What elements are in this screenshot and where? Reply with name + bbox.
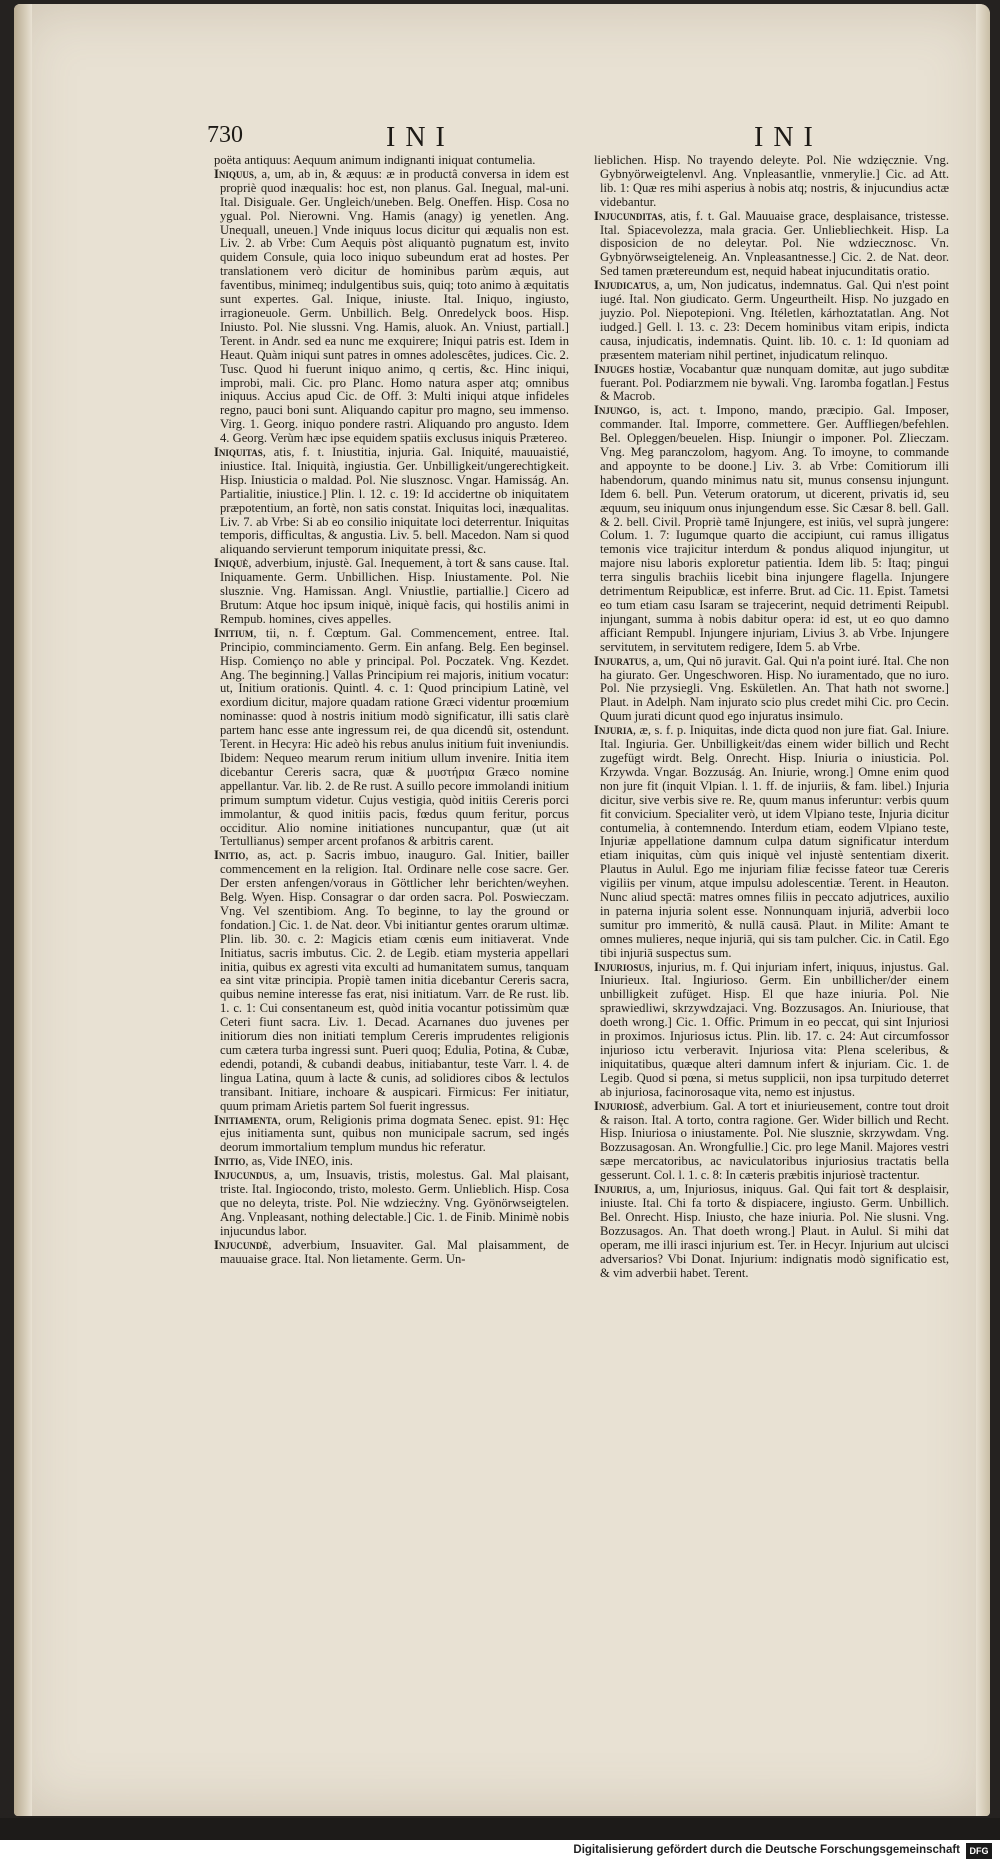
entry-lemma: Injucunditas [594, 208, 663, 223]
entry-lemma: Injungo [594, 403, 637, 418]
entry-text: , orum, Religionis prima dogmata Senec. epist. 91: Hęc ejus initiamenta sunt, quibus non municipale sacrum, sed ingés deorum immortalium templum mundus hic referatur. [220, 1112, 569, 1155]
dictionary-entry [214, 627, 569, 850]
entry-text: , atis, f. t. Gal. Mauuaise grace, desplaisance, tristesse. Ital. Spiacevolezza, mala gracia. Ger. Unliebliechkeit. Hisp. La disposicion de no deleytar. Pol. Nie wdziecznosc. Vn. Gybnyörwseigteleneig. An. Vnpleasantnesse.] Cic. 2. de Nat. deor. Sed tamen prætereundum est, nequid habeat injucunditatis oratio. [600, 208, 949, 279]
running-head-right: INI [754, 122, 823, 153]
dictionary-entry [214, 849, 569, 1113]
page-binding-edge [14, 4, 32, 1816]
dictionary-entry [214, 168, 569, 446]
entry-lemma: Initiamenta [214, 1112, 278, 1127]
page-number: 730 [207, 122, 243, 148]
left-text-column [214, 154, 569, 1267]
entry-text: , atis, f. t. Iniustitia, injuria. Gal. Iniquité, mauuaistié, iniustice. Ital. Iniquità, ingiustia. Ger. Unbilligkeit/ungerechtigkeit. Hisp. Iniusticia o maldad. Pol. Nie slusznosc. Vngar. Hamisság. An. Partialitie, iniustice.] Plin. l. 12. c. 19: Id accidertne ob iniquitatem præpotentium, an fortè, non satis constat. Iniquitas loci, inæqualitas. Liv. 7. ab Vrbe: Si ab eo consilio iniquitate loci deterrentur. Iniquitas temporis, difficultas, & angustia. Liv. 5. bell. Macedon. Nam si quod aliquando servierunt temporum iniquitate pressi, &c. [220, 445, 569, 557]
entry-lemma: Injuriosus [594, 959, 650, 974]
dictionary-entry [594, 210, 949, 280]
entry-text: , adverbium, injustè. Gal. Inequement, à tort & sans cause. Ital. Iniquamente. Germ. Unbillichen. Hisp. Iniustamente. Pol. Nie slusznie. Vng. Hamissan. Angl. Vniustlie, partiallie.] Cicero ad Brutum: Atque hoc ipsum iniquè, iniquè facis, qui hostilis animi in Rempub. homines, cives appelles. [220, 556, 569, 626]
entry-text: , a, um, Qui nō juravit. Gal. Qui n'a point iuré. Ital. Che non ha giurato. Ger. Ungeschworen. Hisp. No iuramentado, que no iuro. Pol. Nie przysiegli. Vng. Eskületlen. An. That hath not sworne.] Plaut. in Adelph. Nam injurato scio plus credet mihi Cic. pro Cecin. Quum jurati dicunt quod ego injuratus insimulo. [600, 653, 949, 724]
entry-lemma: Iniquè [214, 556, 249, 571]
entry-lemma: Initio [214, 1154, 246, 1169]
dictionary-entry [214, 1239, 569, 1267]
entry-lemma: Injucundè [214, 1237, 269, 1252]
entry-lemma: Iniquus [214, 166, 254, 181]
entry-text: hostiæ, Vocabantur quæ nunquam domitæ, aut jugo subditæ fuerant. Pol. Podiarzmem nie bywali. Vng. Iaromba fogatlan.] Festus & Macrob. [600, 361, 949, 404]
entry-lemma: Initium [214, 625, 254, 640]
dictionary-entry [214, 1155, 569, 1169]
page-outer-edge [976, 4, 990, 1816]
footer-credit: Digitalisierung gefördert durch die Deutsche Forschungsgemeinschaft [573, 1844, 960, 1856]
entry-text: , a, um, Non judicatus, indemnatus. Gal. Qui n'est point iugé. Ital. Non giudicato. Germ. Ungeurtheilt. Hisp. No juzgado en juyzio. Pol. Niepotepioni. Vng. Itéletlen, kárhoztatatlan. Ang. Not iudged.] Gell. l. 13. c. 23: Decem hominibus vitam eripis, indicta causa, injudicatis, indemnatis. Quint. lib. 10. c. 1: Id quoniam ad præsentem materiam nihil pertinet, injudicatum relinquo. [600, 278, 949, 362]
dictionary-entry [594, 655, 949, 725]
entry-text: , as, Vide INEO, inis. [245, 1154, 353, 1169]
dictionary-entry [214, 154, 569, 168]
dictionary-entry [594, 279, 949, 362]
entry-lemma: Iniquitas [214, 445, 263, 460]
dictionary-entry [594, 1183, 949, 1280]
dictionary-entry [214, 1114, 569, 1156]
entry-text: , is, act. t. Impono, mando, præcipio. Gal. Imposer, commander. Ital. Imporre, commettere. Ger. Auffliegen/befehlen. Bel. Opleggen/beuelen. Hisp. Iniungir o imponer. Pol. Zlieczam. Vng. Meg paranczolom, hagyom. Ang. To imoyne, to commande and appoynte to be doone.] Liv. 3. ab Vrbe: Comitiorum illi habendorum, quando minimus natu sit, munus consensu injungunt. Idem 6. bell. Pun. Veterum oratorum, ut dicerent, privatis id, seu æquum, seu iniquum onus injungendum esse. Sic Cæsar 8. bell. Gall. & 2. bell. Civil. Propriè tamē Injungere, est iniūs, vel suprà jungere: Colum. 1. 7: Iugumque quarto die accipiunt, cui ramus illigatus temonis vice trajicitur interdum & pondus aliquod injungitur, ut majore nisu laboris exploretur patientia. Idem lib. 5: Itaq; pingui terra singulis brachiis licebit bina injungere flagella. Injungere detrimentum Reipublicæ, est inferre. Brut. ad Cic. 11. Epist. Tametsi eo tum etiam casu Isaram se trajecerint, nequid detrimenti Reipubl. injungant, summa à nobis dabitur opera: id est, ut eo quo damno afficiant Rempubl. Injungere injuriam, Livius 3. ab Vrbe. Injungere servitutem, in servitutem redigere, Idem 5. ab Vrbe. [600, 403, 949, 654]
dictionary-entry [594, 154, 949, 210]
entry-lemma: Initio [214, 848, 246, 863]
dfg-logo: DFG [966, 1843, 992, 1859]
dictionary-entry [594, 724, 949, 960]
book-page [14, 4, 990, 1816]
entry-lemma: Injuges [594, 361, 635, 376]
dictionary-entry [214, 557, 569, 627]
entry-lemma: Injudicatus [594, 278, 657, 293]
running-head-left: INI [386, 122, 455, 153]
entry-text: , a, um, ab in, & æquus: æ in productâ conversa in idem est propriè quod inæqualis: hoc est, non planus. Gal. Inegual, mal-uni. Ital. Disiguale. Ger. Ungleich/uneben. Belg. Oneffen. Hisp. Cosa no ygual. Pol. Nierowni. Vng. Hamis (anagy) ig yenetlen. Ang. Unequall, uneuen.] Vnde iniquus locus dicitur qui æqualis non est. Liv. 2. ab Vrbe: Cum Aequis pòst aliquantò pugnatum est, invito quidem Consule, quia loco iniquo subeundum erat ad hostes. Per translationem verò dicitur de hominibus parùm æquis, aut faventibus, minimeq; indulgentibus suis, quiq; toto animo à æquitatis sunt expertes. Gal. Inique, iniuste. Ital. Iniquo, ingiusto, irragioneuole. Germ. Unbillich. Belg. Onredelyck boos. Hisp. Iniusto. Pol. Nie slussni. Vng. Hamis, aluok. An. Vniust, partiall.] Terent. in Andr. sed ea nunc me exquirere; Iniqui patris est. Idem in Heaut. Quàm iniqui sunt patres in omnes adolescêtes, judices. Cic. 2. Tusc. Quod hi fuerunt iniquo animo, q certis, &c. Hinc iniqui, improbi, mali. Cic. pro Planc. Homo natura asper atq; omnibus iniquus. Accius apud Cic. de Off. 3: Multi iniqui atque infideles regno, pauci boni sunt. Aliquando capitur pro magno, seu immenso. Virg. 1. Georg. iniquo pondere rastri. Aliquando pro angusto. Idem 4. Georg. Verùm hæc ipse equidem spatiis exclusus iniquis Prætereo. [220, 166, 569, 446]
dictionary-entry [594, 1100, 949, 1183]
entry-text: , tii, n. f. Cœptum. Gal. Commencement, entree. Ital. Principio, comminciamento. Germ. Ein anfang. Belg. Een beginsel. Hisp. Comienço no able y principal. Pol. Poczatek. Vng. Kezdet. Ang. The beginning.] Vallas Principium rei majoris, initium vocatur: ut, Initium orationis. Quintl. 4. c. 1: Quod principium Latinè, vel exordium dicitur, majore quadam ratione Græci videntur proœmium nominasse: quod à nostris initium modò significatur, illi satis clarè partem hanc esse ante ingressum rei, de qua dicendû sit, ostendunt. Terent. in Hecyra: Hic adeò his rebus anulus initium fuit inveniundis. Ibidem: Nequeo mearum rerum initium ullum invenire. Initia item dicebantur Cereris sacra, quæ & μυστήρια Græco nomine appellantur. Var. lib. 2. de Re rust. A suillo pecore immolandi initium primum sumptum videtur. Cujus vestigia, quòd initiis Cereris porci immolantur, & quod initiis pacis, fœdus quum feritur, porcus occiditur. Alio nomine initiationes nuncupantur, quæ (ut ait Tertullianus) semper arcent profanos & arbitris carent. [220, 625, 569, 849]
entry-lemma: Injuratus [594, 653, 647, 668]
entry-lemma: Injuriosè [594, 1098, 645, 1113]
entry-text: , injurius, m. f. Qui injuriam infert, iniquus, injustus. Gal. Iniurieux. Ital. Ingiurioso. Germ. Ein unbillicher/der einem unbilligkeit zufüget. Hisp. El que haze iniuria. Pol. Nie sprawiedliwi, skrzywdzajaci. Vng. Bozzusagos. An. Iniuriouse, that doeth wrong.] Cic. 1. Offic. Primum in eo peccat, qui sint Injuriosi in proximos. Injuriosus ictus. Plin. lib. 17. c. 24: Aut circumfossor injurioso ictu verberavit. Injuriosa vita: Plena sceleribus, & iniquitatibus, quæque alteri damnum infert & injuriam. Cic. 1. de Legib. Quod si pœna, si metus supplicii, non ipsa turpitudo deterret ab injuriosa, facinorosaque vita, nemo est injustus. [600, 959, 949, 1099]
entry-text: , adverbium. Gal. A tort et iniurieusement, contre tout droit & raison. Ital. A torto, contra ragione. Ger. Wider billich und Recht. Hisp. Iniuriosa o iniustamente. Pol. Nie slusznie, skrzywdam. Vng. Bozzusagosan. An. Wrongfullie.] Cic. pro lege Manil. Majores vestri sæpe mercatoribus, ac naviculatoribus injuriosius tractatis bella gesserunt. Col. l. 1. c. 8: In cæteris præbitis injuriosè tractentur. [600, 1098, 949, 1183]
entry-text: , æ, s. f. p. Iniquitas, inde dicta quod non jure fiat. Gal. Iniure. Ital. Ingiuria. Ger. Unbilligkeit/das einem wider billich und Recht zugefügt wirdt. Belg. Onrecht. Hisp. Iniuria o iniusticia. Pol. Krzywda. Vngar. Bozzuság. An. Iniurie, wrong.] Omne enim quod non jure fit (inquit Vlpian. l. 1. ff. de injuriis, & fam. libel.) Injuria dicitur, sive verbis sive re. Re, quum manus inferuntur: verbis quum fit convicium. Specialiter verò, ut idem Vlpiano teste, Injuria dicitur contumelia, à contemnendo. Interdum etiam, eodem Vlpiano teste, Injuriæ appellatione damnum culpa datum significatur interdum etiam iniquitas, cùm quis iniquè vel injustè sententiam dixerit. Plautus in Aulul. Ego me injuriam filiæ fecisse fateor tuæ Cereris vigiliis per vinum, atque impulsu adolescentiæ. Terent. in Heauton. Nunc aliud spectā: matres omnes filiis in peccato adjutrices, auxilio in paterna injuria solent esse. Nonnunquam injuriā, adverbii loco sumitur pro immeritò, & nullā causā. Plaut. in Milite: Amant te omnes mulieres, neque injuriā, qui sis tam pulcher. Cic. in Catil. Ego tibi injuriā suspectus sum. [600, 723, 949, 960]
dictionary-entry [214, 1169, 569, 1239]
dictionary-entry [214, 446, 569, 557]
entry-text: poëta antiquus: Aequum animum indignanti iniquat contumelia. [214, 153, 536, 167]
dictionary-entry [594, 961, 949, 1100]
right-text-column [594, 154, 949, 1280]
entry-text: , adverbium, Insuaviter. Gal. Mal plaisamment, de mauuaise grace. Ital. Non lietamente. Germ. Un- [220, 1237, 569, 1266]
footer-bar [0, 1840, 1000, 1863]
entry-text: , a, um, Insuavis, tristis, molestus. Gal. Mal plaisant, triste. Ital. Ingiocondo, tristo, molesto. Germ. Unlieblich. Hisp. Cosa que no deleyta, triste. Pol. Nie wdziecżny. Vng. Gyönörwseigtelen. Ang. Vnpleasant, nothing delectable.] Cic. 1. de Finib. Minimè nobis injucundus labor. [220, 1168, 569, 1238]
entry-lemma: Injuria [594, 723, 633, 738]
entry-text: lieblichen. Hisp. No trayendo deleyte. Pol. Nie wdzięcznie. Vng. Gybnyörweigtelenvl. Ang. Vnpleasantlie, vnmerylie.] Cic. ad Att. lib. 1: Quæ res mihi asperius à nobis atq; nostris, & injucundius actæ videbantur. [594, 153, 949, 209]
entry-text: , as, act. p. Sacris imbuo, inauguro. Gal. Initier, bailler commencement en la religion. Ital. Ordinare nelle cose sacre. Ger. Der ersten anfengen/voraus in Göttlicher lehr berichten/weyhen. Belg. Wyen. Hisp. Consagrar o dar orden sacra. Pol. Poswieczam. Vng. Vel szentibiom. Ang. To beginne, to lay the ground or fondation.] Cic. 1. de Nat. deor. Vbi initiantur gentes orarum ultimæ. Plin. lib. 30. c. 2: Magicis etiam cœnis eum initiaverat. Vnde Initiatus, sacris imbutus. Cic. 2. de Legib. etiam mysteria appellari initia, quibus ex agresti vita exculti ad humanitatem sumus, tanquam ea sint vitæ principia. Propiè tamen initia dicebantur Cereris sacra, quibus nemine interesse fas erat, nisi initiatum. Varr. de Re rust. lib. 1. c. 1: Cui consentaneum est, quòd initia vocantur potissimùm quæ Ceteri fiunt sacra. Liv. 1. Decad. Acarnanes duo juvenes per initiorum dies non initiati templum Cereris imprudentes religionis cum cætera turba ingressi sunt. Pueri quoq; Edulia, Potina, & Cubæ, edendi, potandi, & cubandi deabus, initiabantur, teste Varr. l. 4. de lingua Latina, quum à lacte & cunis, ad solidiores cibos & lectulos transibant. Initiare, inchoare & auspicari. Firmicus: Fer initiatur, quum primam Arietis partem Sol fuerit ingressus. [220, 848, 569, 1113]
dictionary-entry [594, 363, 949, 405]
entry-text: , a, um, Injuriosus, iniquus. Gal. Qui fait tort & desplaisir, iniuste. Ital. Chi fa torto & dispiacere, ingiusto. Germ. Unbillich. Bel. Onrecht. Hisp. Iniusto, che haze iniuria. Pol. Nie slusni. Vng. Bozzusagos. An. That doeth wrong.] Plaut. in Aulul. Si mihi dat operam, me illi irasci injurium est. Ter. in Hecyr. Injurium aut ulcisci adversarios? Vbi Donat. Injurium: indignatis modò significatio est, & vim adverbii habet. Terent. [600, 1182, 949, 1280]
entry-lemma: Injurius [594, 1182, 638, 1197]
entry-lemma: Injucundus [214, 1168, 274, 1183]
dictionary-entry [594, 404, 949, 654]
